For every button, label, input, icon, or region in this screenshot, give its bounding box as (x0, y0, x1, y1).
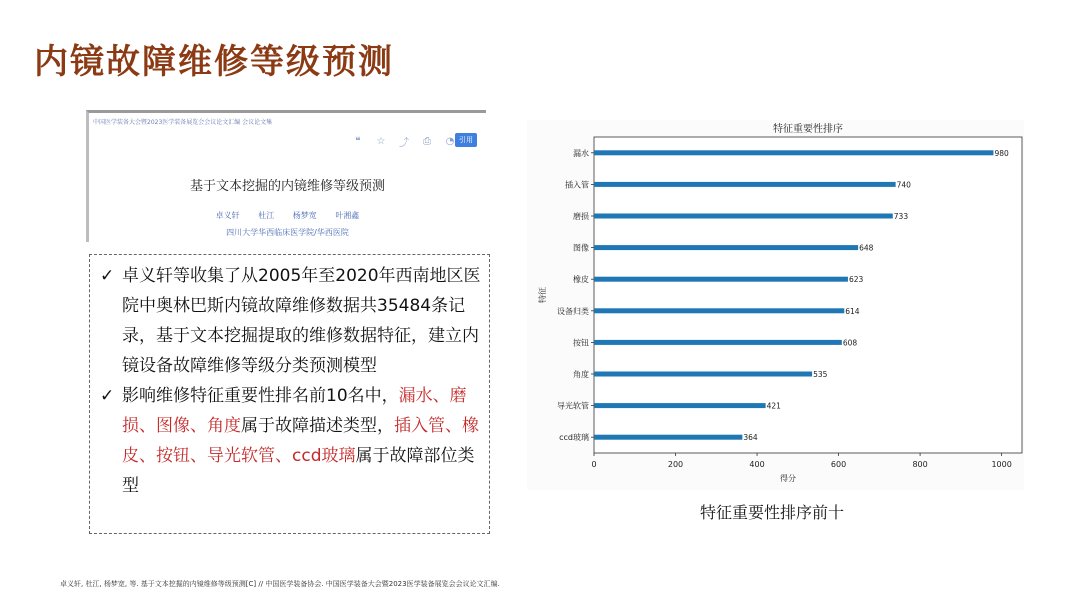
paper-toolbar (352, 134, 456, 149)
quote-icon[interactable]: ❝ (355, 136, 361, 147)
x-axis-label: 得分 (780, 474, 796, 483)
data-label: 623 (848, 275, 864, 285)
bar (594, 150, 993, 155)
x-tick-label: 200 (667, 460, 684, 469)
data-label: 421 (766, 401, 781, 411)
data-label: 535 (813, 370, 828, 379)
data-label: 364 (743, 433, 758, 443)
y-tick-label: 漏水 (573, 148, 589, 158)
paper-affiliation[interactable]: 四川大学华西临床医学院/华西医院 (226, 228, 349, 237)
bar (594, 340, 842, 345)
x-tick-label: 800 (912, 460, 928, 469)
paper-authors (89, 210, 486, 221)
y-tick-label: 按钮 (573, 338, 589, 348)
bullet-text-plain: 属于故障部位类型 (122, 446, 475, 496)
check-icon: ✓ (100, 386, 115, 406)
y-tick-label: 设备归类 (557, 306, 589, 316)
bar (594, 245, 858, 250)
paper-source-line: 中国医学装备大会暨2023医学装备展览会会议论文汇编 会议论文集 (93, 119, 273, 126)
data-label: 648 (859, 243, 874, 253)
y-tick-label: ccd玻璃 (559, 433, 589, 443)
author[interactable]: 卓义轩 (215, 211, 240, 220)
data-label: 733 (893, 212, 909, 221)
slide-title: 内镜故障维修等级预测 (34, 42, 394, 82)
x-tick-label: 1000 (991, 460, 1012, 469)
star-icon[interactable]: ☆ (376, 136, 386, 147)
feature-importance-chart (527, 120, 1024, 490)
data-label: 614 (845, 306, 860, 316)
x-tick-label: 400 (749, 460, 765, 469)
bullet-text: 卓义轩等收集了从2005年至2020年西南地区医院中奥林巴斯内镜故障维修数据共35484条记录，基于文本挖掘提取的维修数据特征，建立内镜设备故障维修等级分类预测模型 (122, 266, 481, 376)
y-tick-label: 插入管 (565, 180, 589, 190)
paper-title: 基于文本挖掘的内镜维修等级预测 (189, 179, 385, 194)
summary-box (89, 254, 490, 534)
chart-title: 特征重要性排序 (773, 124, 843, 135)
author[interactable]: 杨梦宽 (292, 211, 317, 220)
bullet-text (122, 381, 481, 501)
bullet-item (100, 261, 481, 381)
bar (594, 214, 893, 219)
fault-location-terms: 插入管、橡皮、按钮、导光软管、ccd玻璃 (122, 416, 479, 466)
bar (594, 372, 812, 377)
bar (594, 308, 844, 313)
share-icon[interactable]: ⤴ (399, 138, 409, 149)
chart-caption: 特征重要性排序前十 (700, 503, 845, 522)
y-tick-label: 导光软管 (557, 401, 589, 411)
reference-footnote: 卓义轩, 杜江, 杨梦宽, 等. 基于文本挖掘的内镜维修等级预测[C] // 中国医学装备协会. 中国医学装备大会暨2023医学装备展览会会议论文汇编. (60, 580, 500, 588)
chart-svg (527, 120, 1024, 490)
y-axis-label: 特征 (538, 287, 547, 303)
data-label: 980 (994, 148, 1009, 158)
bar (594, 403, 766, 408)
bar (594, 182, 896, 187)
bell-icon[interactable]: ◔ (445, 136, 455, 147)
check-icon: ✓ (100, 266, 115, 286)
print-icon[interactable]: ⎙ (423, 136, 431, 147)
y-tick-label: 磨损 (573, 212, 589, 221)
x-tick-label: 600 (830, 460, 847, 469)
x-tick-label: 0 (591, 460, 597, 469)
fault-description-terms: 漏水、磨损、图像、角度 (122, 386, 467, 436)
y-tick-label: 橡皮 (573, 275, 589, 285)
y-tick-label: 图像 (573, 243, 589, 253)
y-tick-label: 角度 (573, 370, 589, 379)
data-label: 608 (842, 338, 858, 348)
bar (594, 277, 848, 282)
paper-screenshot (86, 110, 486, 242)
author[interactable]: 叶湘鑫 (335, 211, 360, 220)
bullet-text-plain: 属于故障描述类型， (241, 416, 394, 436)
bullet-text-plain: 影响维修特征重要性排名前10名中， (122, 386, 399, 406)
bullet-item (100, 381, 481, 501)
author[interactable]: 杜江 (258, 211, 275, 220)
data-label: 740 (896, 180, 911, 190)
bar (594, 435, 742, 440)
cite-button[interactable]: 引用 (455, 133, 477, 147)
